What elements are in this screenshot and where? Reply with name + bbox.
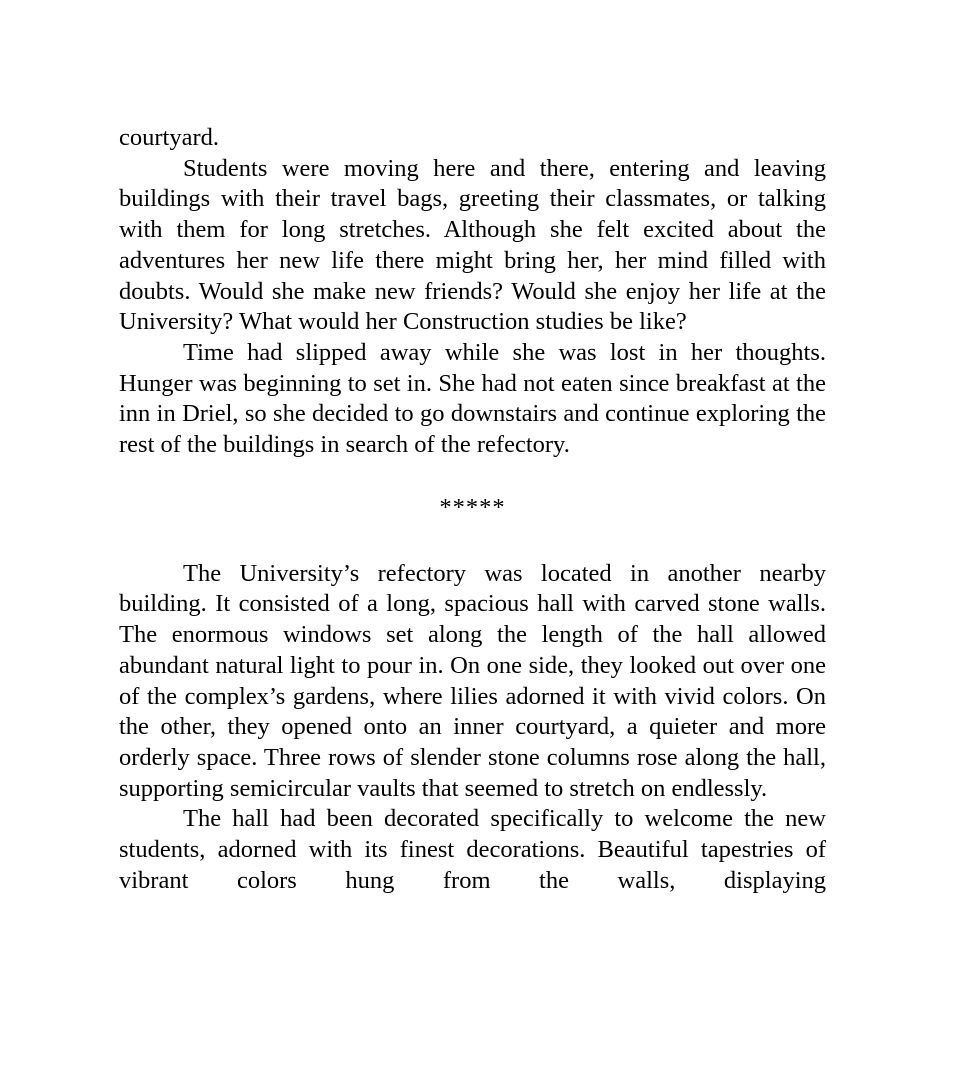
- scene-break: *****: [439, 493, 506, 521]
- paragraph-refectory: The University’s refectory was located in another nearby building. It consisted of a long, spacious hall with carved stone walls. The enormous windows set along the length of the hall allowed abundant natural light to pour in. On one side, they looked out over one of the complex’s gardens, where lilies adorned it with vivid colors. On the other, they opened onto an inner courtyard, a quieter and more orderly space. Three rows of slender stone columns rose along the hall, supporting semicircular vaults that seemed to stretch on endlessly.: [119, 559, 826, 802]
- paragraph-students: Students were moving here and there, entering and leaving buildings with their travel bags, greeting their classmates, or talking with them for long stretches. Although she felt excited about the adventures her new life there might bring her, her mind filled with doubts. Would she make new friends? Would she enjoy her life at the University? What would her Construction studies be like?: [119, 154, 826, 336]
- paragraph-time-slipped: Time had slipped away while she was lost in her thoughts. Hunger was beginning to set in. She had not eaten since breakfast at the inn in Driel, so she decided to go downstairs and continue exploring the rest of the buildings in search of the refectory.: [119, 338, 826, 459]
- document-page: [119, 123, 826, 896]
- paragraph-hall-decorated: The hall had been decorated specifically to welcome the new students, adorned with its finest decorations. Beautiful tapestries of vibrant colors hung from the walls, displaying: [119, 805, 826, 894]
- paragraph-continuation: courtyard.: [119, 124, 219, 151]
